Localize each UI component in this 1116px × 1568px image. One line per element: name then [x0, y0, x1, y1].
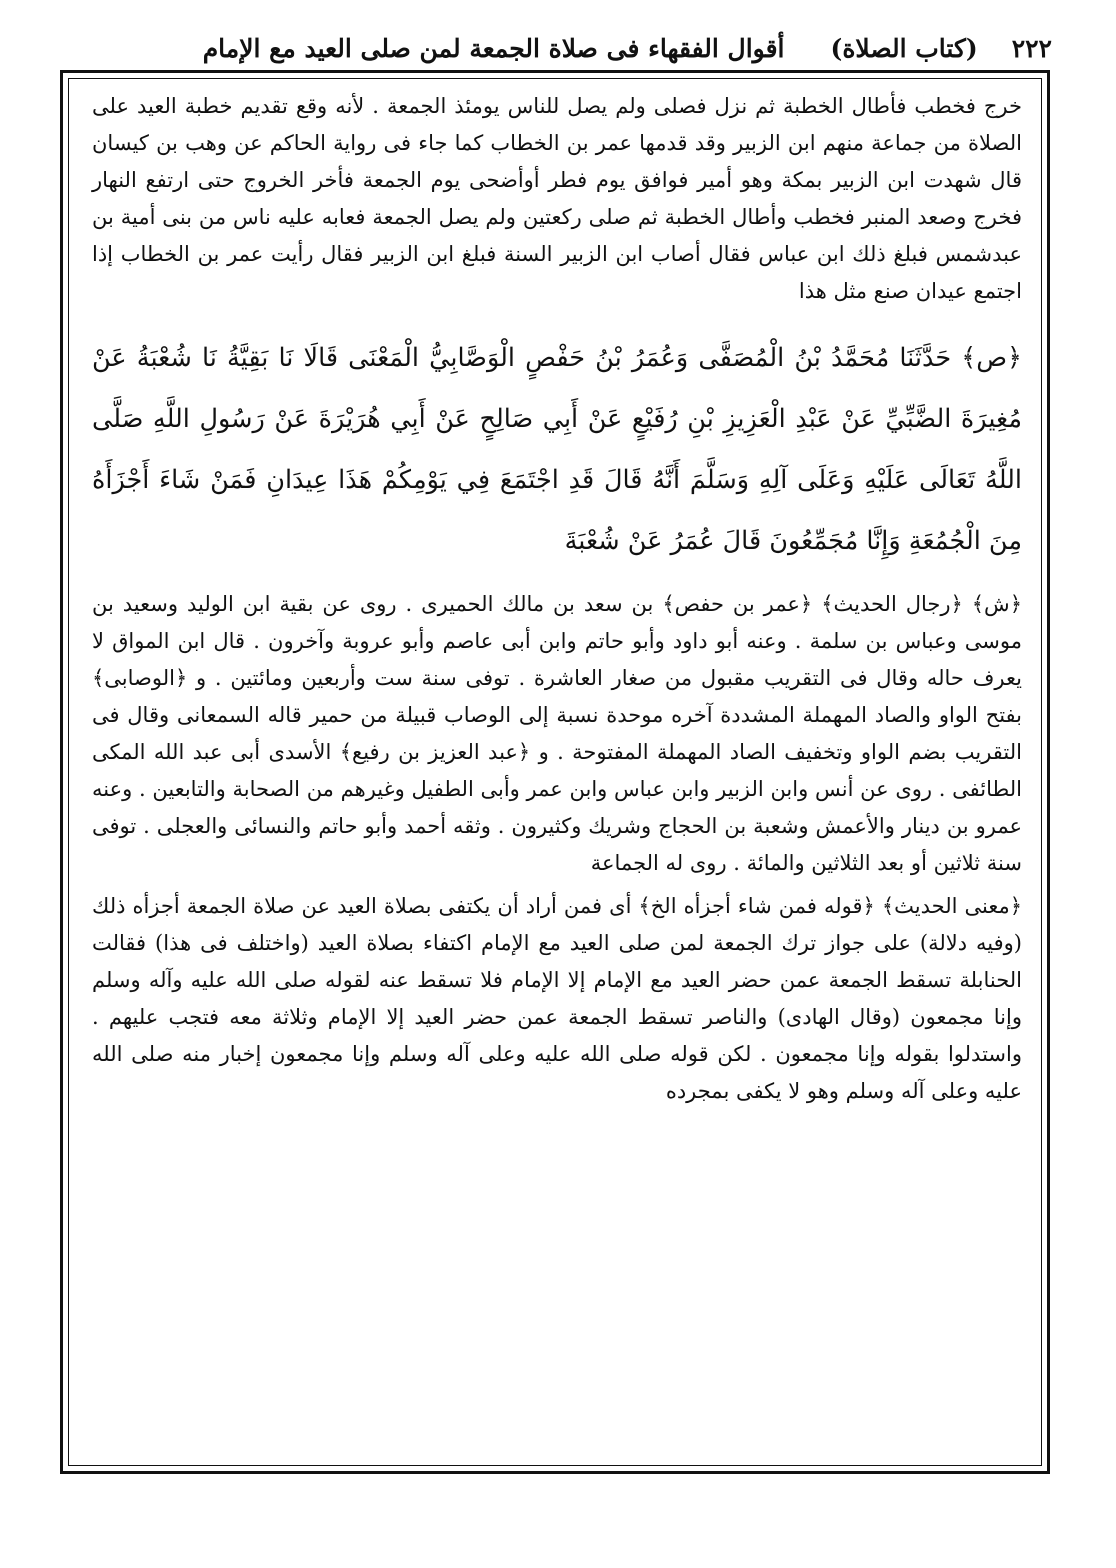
- commentary-paragraph: خرج فخطب فأطال الخطبة ثم نزل فصلى ولم يصل للناس يومئذ الجمعة . لأنه وقع تقديم خطبة العيد على الصلاة من جماعة منهم ابن الزبير وقد قدمها عمر بن الخطاب كما جاء فى رواية الحاكم عن وهب بن كيسان قال شهدت ابن الزبير بمكة وهو أمير فوافق يوم فطر أوأضحى يوم الجمعة فأخر الخروج حتى ارتفع النهار فخرج وصعد المنبر فخطب وأطال الخطبة ثم صلى ركعتين ولم يصل الجمعة فعابه عليه ناس من بنى أمية بن عبدشمس فبلغ ذلك ابن عباس فقال أصاب ابن الزبير السنة فبلغ ابن الزبير فقال رأيت عمر بن الخطاب إذا اجتمع عيدان صنع مثل هذا: [92, 94, 1022, 303]
- hadith-text: ﴿ص﴾ حَدَّثَنَا مُحَمَّدُ بْنُ الْمُصَفَّى وَعُمَرُ بْنُ حَفْصٍ الْوَصَّابِيُّ الْمَعْنَى قَالَا نَا بَقِيَّةُ نَا شُعْبَةُ عَنْ مُغِيرَةَ الضَّبِّيِّ عَنْ عَبْدِ الْعَزِيزِ بْنِ رُفَيْعٍ عَنْ أَبِي صَالِحٍ عَنْ أَبِي هُرَيْرَةَ عَنْ رَسُولِ اللَّهِ صَلَّى اللَّهُ تَعَالَى عَلَيْهِ وَعَلَى آلِهِ وَسَلَّمَ أَنَّهُ قَالَ قَدِ اجْتَمَعَ فِي يَوْمِكُمْ هَذَا عِيدَانِ فَمَنْ شَاءَ أَجْزَأَهُ مِنَ الْجُمُعَةِ وَإِنَّا مُجَمِّعُونَ قَالَ عُمَرُ عَنْ شُعْبَةَ: [92, 343, 1022, 556]
- running-header: [150, 26, 1052, 70]
- page-body: [92, 88, 1022, 1110]
- section-title: أقوال الفقهاء فى صلاة الجمعة لمن صلى العيد مع الإمام: [202, 33, 785, 63]
- page-number: ٢٢٢: [1011, 33, 1052, 63]
- book-title: (كتاب الصلاة): [830, 33, 978, 63]
- hadith-meaning: ﴿معنى الحديث﴾ ﴿قوله فمن شاء أجزأه الخ﴾ أى فمن أراد أن يكتفى بصلاة العيد عن صلاة الجمعة أجزأه ذلك (وفيه دلالة) على جواز ترك الجمعة لمن صلى العيد مع الإمام اكتفاء بصلاة العيد (واختلف فى هذا) فقالت الحنابلة تسقط الجمعة عمن حضر العيد مع الإمام إلا الإمام فلا تسقط عنه لقوله صلى الله عليه وآله وسلم وإنا مجمعون (وقال الهادى) والناصر تسقط الجمعة عمن حضر العيد إلا الإمام وثلاثة معه فتجب عليهم . واستدلوا بقوله وإنا مجمعون . لكن قوله صلى الله عليه وعلى آله وسلم وإنا مجمعون إخبار منه صلى الله عليه وعلى آله وسلم وهو لا يكفى بمجرده: [92, 894, 1022, 1103]
- narrators-explanation: ﴿ش﴾ ﴿رجال الحديث﴾ ﴿عمر بن حفص﴾ بن سعد بن مالك الحميرى . روى عن بقية ابن الوليد وسعيد بن موسى وعباس بن سلمة . وعنه أبو داود وأبو حاتم وابن أبى عاصم وأبو عروبة وآخرون . قال ابن المواق لا يعرف حاله وقال فى التقريب مقبول من صغار العاشرة . توفى سنة ست وأربعين ومائتين . و ﴿الوصابى﴾ بفتح الواو والصاد المهملة المشددة آخره موحدة نسبة إلى الوصاب قبيلة من حمير قاله السمعانى وقال فى التقريب بضم الواو وتخفيف الصاد المهملة المفتوحة . و ﴿عبد العزيز بن رفيع﴾ الأسدى أبى عبد الله المكى الطائفى . روى عن أنس وابن الزبير وابن عباس وابن عمر وأبى الطفيل وغيرهم من الصحابة والتابعين . وعنه عمرو بن دينار والأعمش وشعبة بن الحجاج وشريك وكثيرون . وثقه أحمد وأبو حاتم والنسائى والعجلى . توفى سنة ثلاثين أو بعد الثلاثين والمائة . روى له الجماعة: [92, 592, 1022, 875]
